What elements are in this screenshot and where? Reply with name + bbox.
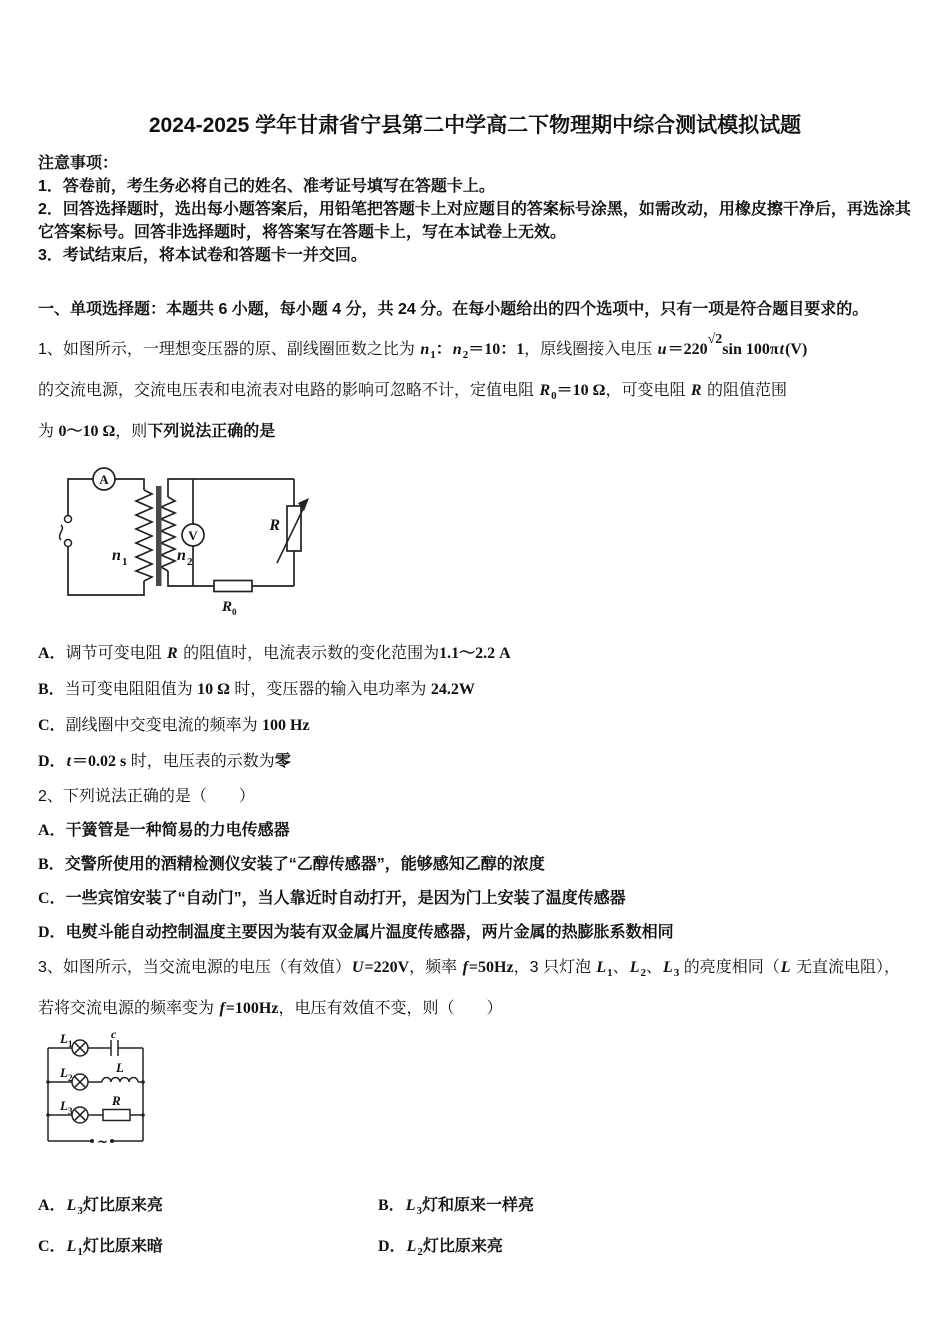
- inductor-icon: [102, 1078, 138, 1083]
- ac-source-icon: ~: [97, 1135, 108, 1150]
- q1-option-d: D．t＝0.02 s 时，电压表的示数为零: [38, 753, 291, 770]
- exam-title: 2024-2025 学年甘肃省宁县第二中学高二下物理期中综合测试模拟试题: [148, 114, 802, 137]
- q3-options: [38, 1188, 912, 1270]
- secondary-coil-label-sub: 2: [187, 556, 193, 568]
- voltmeter-label: V: [188, 528, 198, 543]
- lamp-circuit-figure: [40, 1031, 912, 1174]
- junction-dot: [46, 1113, 50, 1117]
- question-1: [38, 332, 912, 780]
- junction-dot: [46, 1080, 50, 1084]
- resistor-label: R: [112, 1093, 121, 1108]
- circuit-wires: [68, 479, 294, 595]
- q1-option-a: A．调节可变电阻 R 的阻值时，电流表示数的变化范围为1.1～2.2 A: [38, 645, 511, 662]
- question-1-stem: [38, 332, 912, 449]
- q1-option-c: C．副线圈中交变电流的频率为 100 Hz: [38, 717, 310, 734]
- lamp3-icon: [72, 1107, 88, 1123]
- transformer-circuit-svg: [56, 459, 356, 627]
- junction-dot: [141, 1113, 145, 1117]
- q3-option-b: B．$L_3$灯和原来一样亮: [378, 1197, 534, 1217]
- q2-option-c: C．一些宾馆安装了“自动门”，当人靠近时自动打开，是因为门上安装了温度传感器: [38, 890, 626, 907]
- lamp2-label: L: [60, 1065, 68, 1080]
- source-terminal-right: [110, 1139, 114, 1143]
- q2-option-d: D．电熨斗能自动控制温度主要因为装有双金属片温度传感器，两片金属的热膨胀系数相同: [38, 924, 674, 941]
- q2-option-b: B．交警所使用的酒精检测仪安装了“乙醇传感器”，能够感知乙醇的浓度: [38, 856, 545, 873]
- lamp3-label: L: [60, 1098, 68, 1113]
- q3-option-a: A．$L_3$灯比原来亮: [38, 1197, 163, 1217]
- secondary-coil-label: n: [177, 547, 186, 564]
- q3-option-d: D．$L_2$灯比原来亮: [378, 1238, 503, 1258]
- notice-item-1: 1．答卷前，考生务必将自己的姓名、准考证号填写在答题卡上。: [38, 178, 495, 195]
- ammeter-label: A: [99, 472, 109, 487]
- fixed-resistor-icon: [214, 581, 252, 592]
- lamp1-icon: [72, 1040, 88, 1056]
- q2-option-a: A．干簧管是一种简易的力电传感器: [38, 822, 290, 839]
- lamp1-label: L: [60, 1031, 68, 1046]
- q3-option-c: C．$L_1$灯比原来暗: [38, 1238, 163, 1258]
- primary-coil-label: n: [112, 547, 121, 564]
- lamp-circuit-svg: [40, 1031, 210, 1169]
- source-terminal-bottom: [65, 540, 72, 547]
- lamp2-icon: [72, 1074, 88, 1090]
- secondary-coil-icon: [161, 497, 175, 571]
- transformer-core: [156, 486, 162, 586]
- q1-stem-line-2: 的交流电源，交流电压表和电流表对电路的影响可忽略不计，定值电阻 $R_0=10$ Ω，可变电阻 R 的阻值范围: [38, 382, 788, 402]
- q3-stem-line-1: 3、如图所示，当交流电源的电压（有效值）U=220V，频率 f=50Hz，3 只灯泡 $L_1$、$L_2$、$L_3$ 的亮度相同（L 无直流电阻），: [38, 959, 900, 979]
- lamp3-label-sub: 3: [68, 1106, 73, 1116]
- question-3: [38, 950, 912, 1270]
- exam-page: [38, 112, 912, 1270]
- resistor-icon: [103, 1110, 130, 1121]
- inductor-label: L: [116, 1060, 124, 1075]
- q1-stem-line-1: 1、如图所示，一理想变压器的原、副线圈匝数之比为 $n_1$：$n_2=10$：1，原线圈接入电压 u＝220√2sin 100πt(V): [38, 332, 808, 361]
- source-terminal-top: [65, 516, 72, 523]
- notice-section: [38, 152, 912, 267]
- fixed-resistor-label-sub: 0: [232, 607, 237, 617]
- source-terminal-left: [90, 1139, 94, 1143]
- capacitor-label: c: [111, 1031, 117, 1041]
- notice-item-2: 2．回答选择题时，选出每小题答案后，用铅笔把答题卡上对应题目的答案标号涂黑，如需改动，用橡皮擦干净后，再选涂其它答案标号。回答非选择题时，将答案写在答题卡上，写在本试卷上无效。: [38, 201, 911, 241]
- transformer-circuit-figure: [56, 459, 912, 632]
- primary-coil-label-sub: 1: [122, 556, 128, 568]
- q1-stem-line-3: 为 0～10 Ω，则下列说法正确的是: [38, 423, 276, 440]
- circuit-wires: [48, 1040, 143, 1141]
- ac-source-icon: [60, 525, 63, 540]
- variable-resistor-label: R: [269, 517, 280, 534]
- fixed-resistor-label: R: [222, 599, 233, 615]
- lamp2-label-sub: 2: [68, 1073, 73, 1083]
- junction-dot: [141, 1080, 145, 1084]
- section-1-heading: 一、单项选择题：本题共 6 小题，每小题 4 分，共 24 分。在每小题给出的四个选项中，只有一项是符合题目要求的。: [38, 301, 869, 318]
- q3-stem-line-2: 若将交流电源的频率变为 f=100Hz，电压有效值不变，则（ ）: [38, 1000, 503, 1017]
- notice-heading: 注意事项：: [38, 155, 119, 172]
- lamp1-label-sub: 1: [68, 1039, 73, 1049]
- primary-coil-icon: [136, 490, 152, 581]
- q1-option-b: B．当可变电阻阻值为 10 Ω 时，变压器的输入电功率为 24.2W: [38, 681, 475, 698]
- question-2: [38, 780, 912, 950]
- notice-item-3: 3．考试结束后，将本试卷和答题卡一并交回。: [38, 247, 367, 264]
- q2-stem: 2、下列说法正确的是（ ）: [38, 788, 255, 805]
